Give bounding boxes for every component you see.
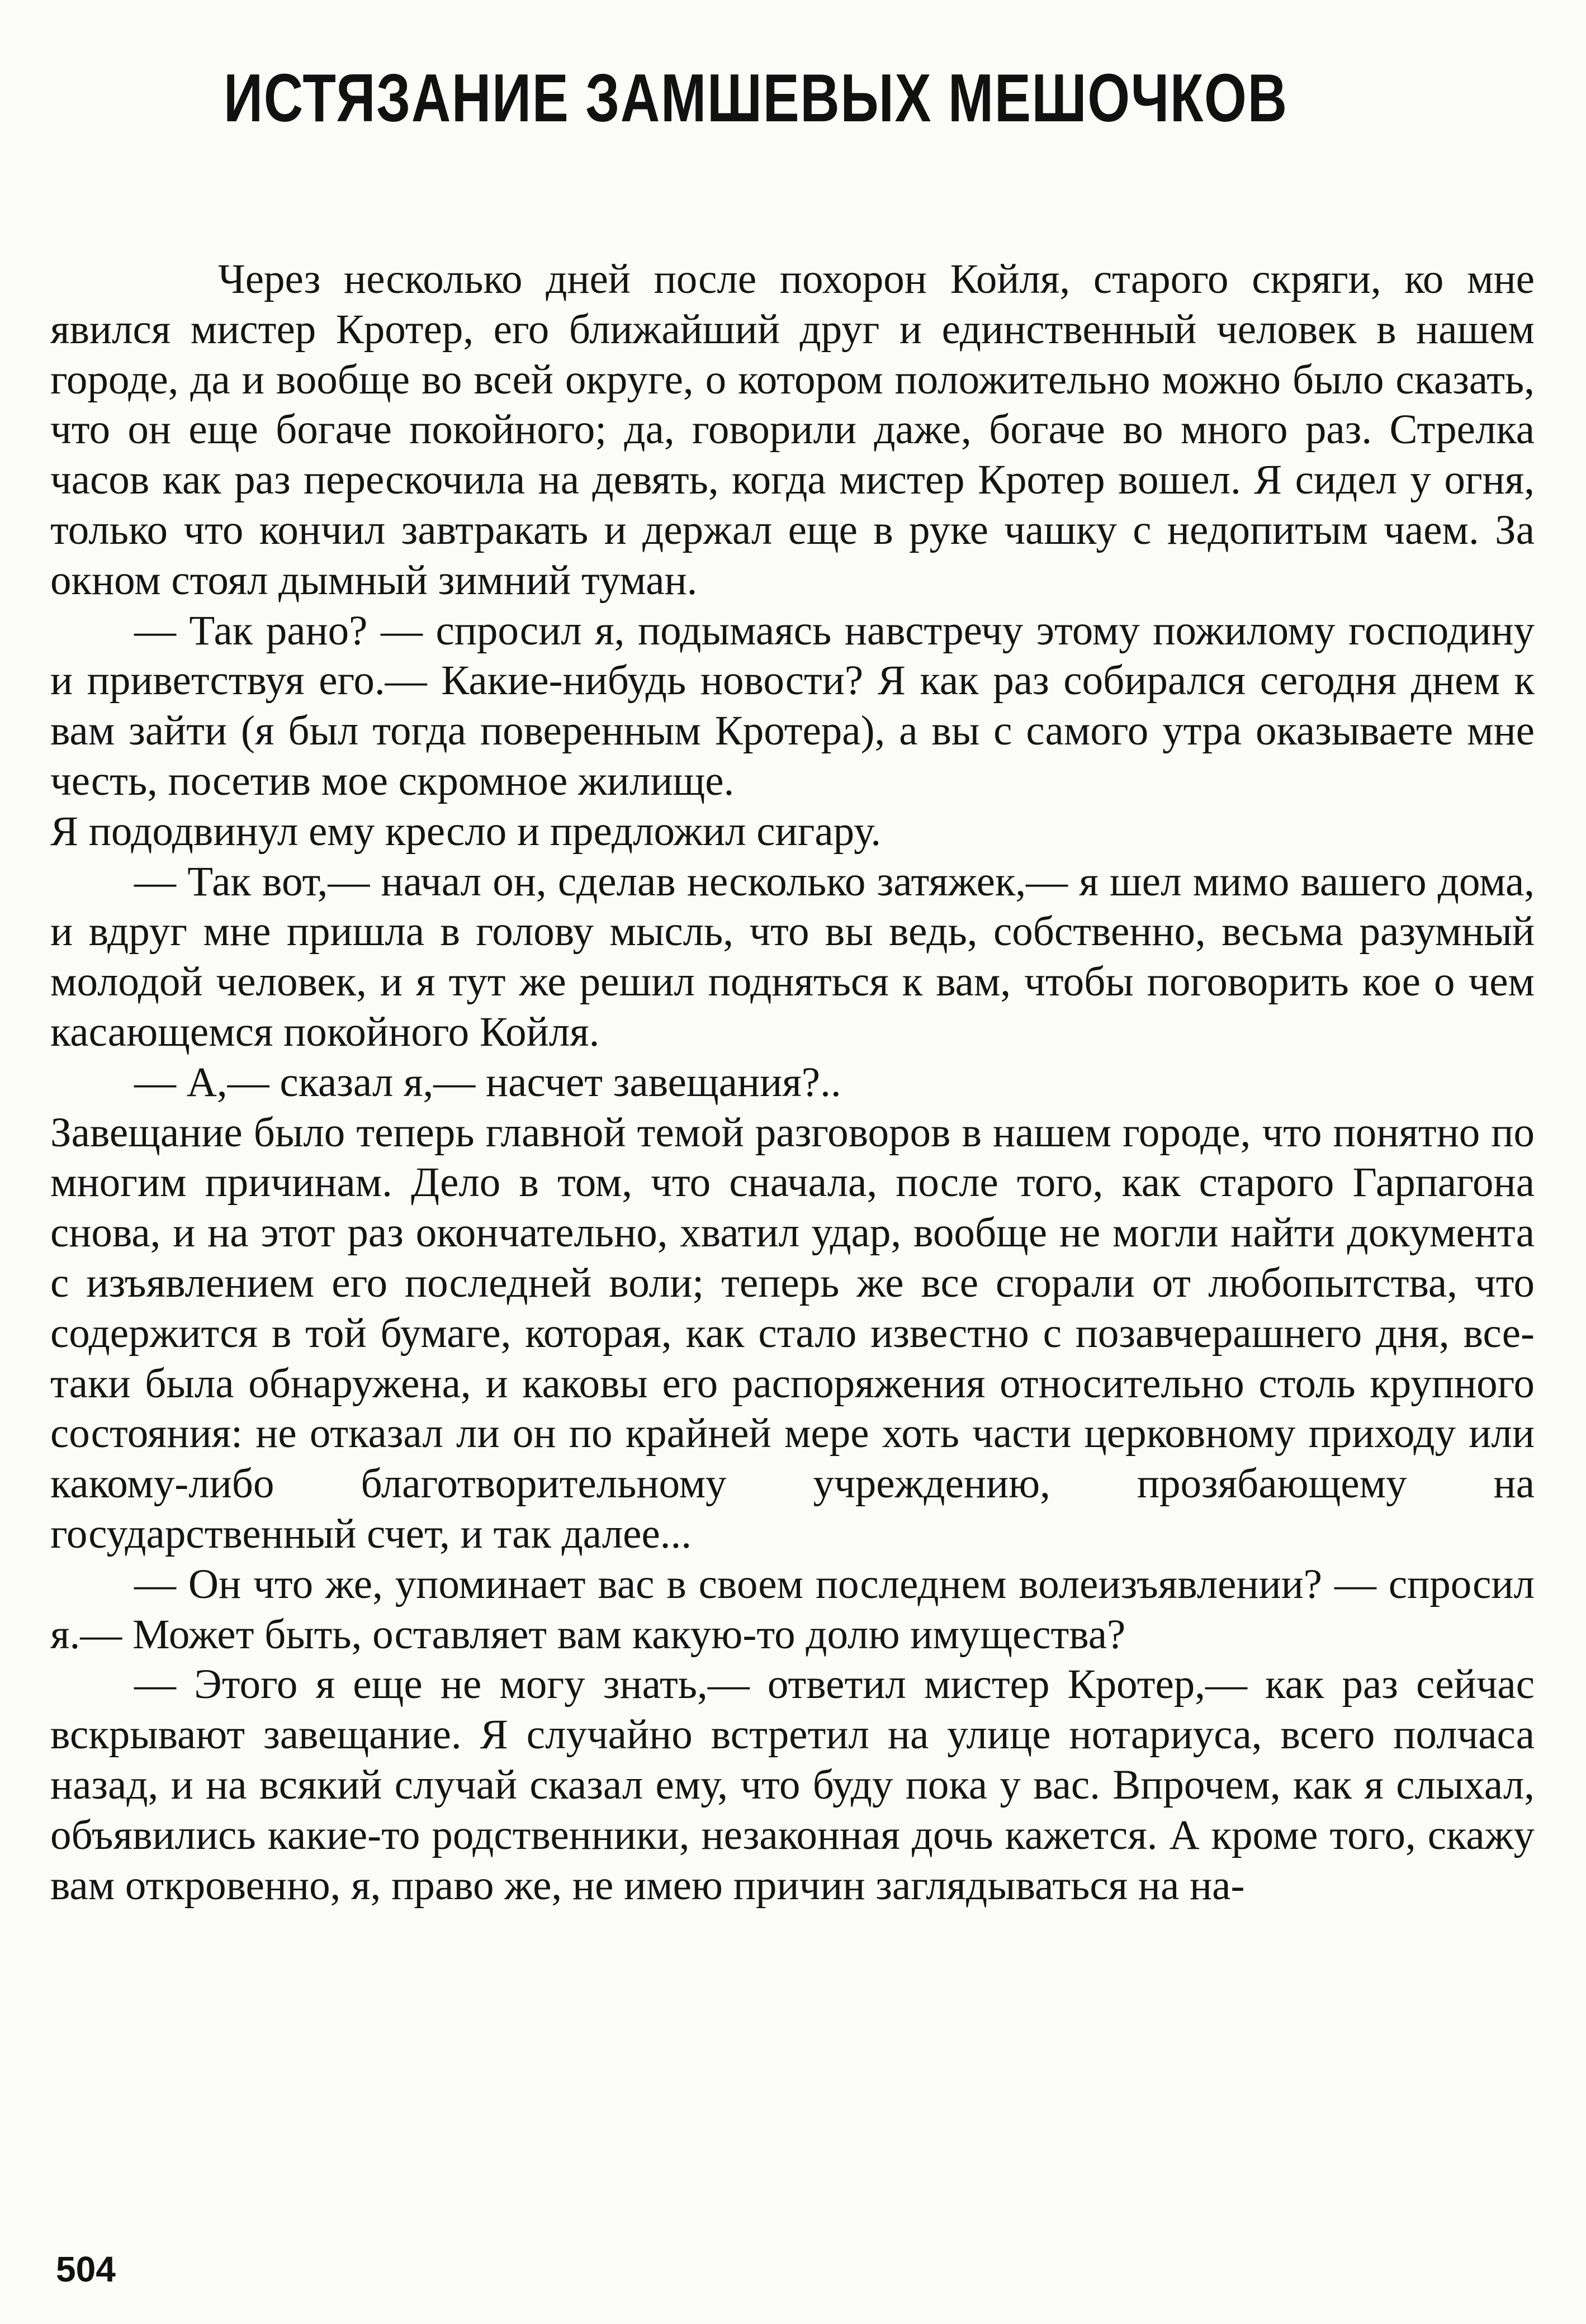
paragraph: Завещание было теперь главной темой разговоров в нашем городе, что понятно по многим причинам. Дело в том, что сначала, после того, как старого Гарпагона снова, и на этот раз окончательно, хватил удар, вообще не могли найти документа с изъявлением его последней воли; теперь же все сгорали от любопытства, что содержится в той бумаге, которая, как стало известно с позавчерашнего дня, все-таки была обнаружена, и каковы его распоряжения относительно столь крупного состояния: не отказал ли он по крайней мере хоть части церковному приходу или какому-либо благотворительному учреждению, прозябающему на государственный счет, и так далее... xyxy=(50,1109,1535,1557)
paragraph: — Он что же, упоминает вас в своем последнем волеизъявлении? — спросил я.— Может быть, оставляет вам какую-то долю имущества? xyxy=(50,1561,1535,1658)
paragraph: Через несколько дней после похорон Койля, старого скряги, ко мне явился мистер Кротер, его ближайший друг и единственный человек в нашем городе, да и вообще во всей округе, о котором положительно можно было сказать, что он еще богаче покойного; да, говорили даже, богаче во много раз. Стрелка часов как раз перескочила на девять, когда мистер Кротер вошел. Я сидел у огня, только что кончил завтракать и держал еще в руке чашку с недопитым чаем. За окном стоял дымный зимний туман. xyxy=(50,256,1535,604)
paragraph: — Этого я еще не могу знать,— ответил мистер Кротер,— как раз сейчас вскрывают завещание. Я случайно встретил на улице нотариуса, всего полчаса назад, и на всякий случай сказал ему, что буду пока у вас. Впрочем, как я слыхал, объявились какие-то родственники, незаконная дочь кажется. А кроме того, скажу вам откровенно, я, право же, не имею причин заглядываться на на- xyxy=(50,1661,1535,1909)
paragraph: — Так вот,— начал он, сделав несколько затяжек,— я шел мимо вашего дома, и вдруг мне пришла в голову мысль, что вы ведь, собственно, весьма разумный молодой человек, и я тут же решил подняться к вам, чтобы поговорить кое о чем касающемся покойного Койля. xyxy=(50,858,1535,1055)
body-text xyxy=(50,254,1535,1910)
paragraph: Я пододвинул ему кресло и предложил сигару. xyxy=(50,808,881,855)
paragraph: — Так рано? — спросил я, подымаясь навстречу этому пожилому господину и приветствуя его.— Какие-нибудь новости? Я как раз собирался сегодня днем к вам зайти (я был тогда поверенным Кротера), а вы с самого утра оказываете мне честь, посетив мое скромное жилище. xyxy=(50,607,1535,804)
page-number: 504 xyxy=(56,2249,116,2289)
paragraph: — А,— сказал я,— насчет завещания?.. xyxy=(134,1059,841,1106)
chapter-title: ИСТЯЗАНИЕ ЗАМШЕВЫХ МЕШОЧКОВ xyxy=(224,60,1288,136)
